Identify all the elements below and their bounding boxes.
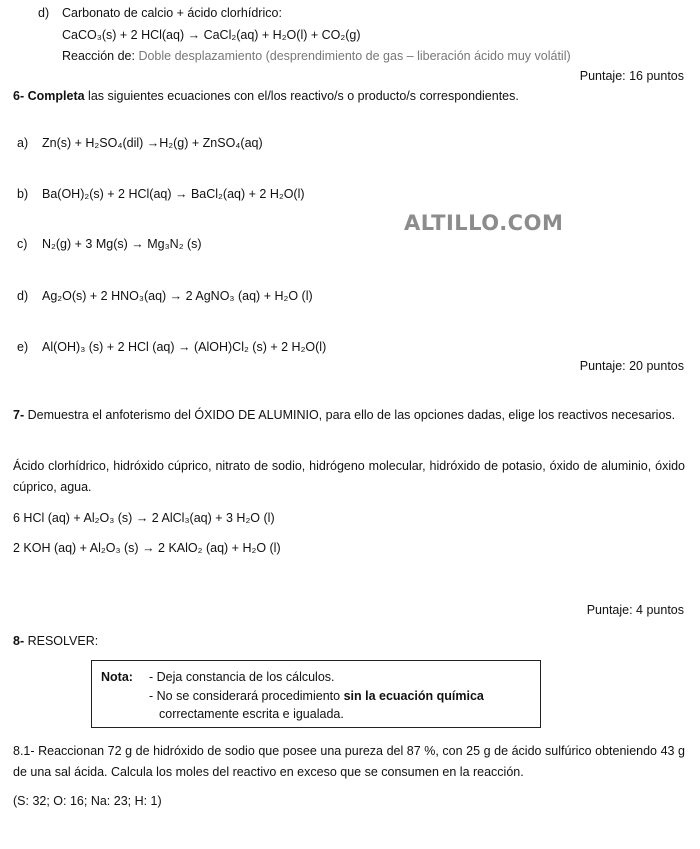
q6-d-label: d): [17, 289, 29, 303]
score-20: Puntaje: 20 puntos: [579, 359, 684, 373]
q8-1-problem: 8.1- Reaccionan 72 g de hidróxido de sodio que posee una pureza del 87 %, con 25 g de ácido sulfúrico obteniendo 43 g de una sal ácida. Calcula los moles del reactivo en exceso que se consumen en la reacción.: [13, 744, 685, 779]
note-line-2-bold: sin la ecuación química: [343, 689, 484, 703]
item-d-text: Carbonato de calcio + ácido clorhídrico:: [62, 6, 282, 20]
q7-text: Demuestra el anfoterismo del ÓXIDO DE ALUMINIO, para ello de las opciones dadas, elige los reactivos necesarios.: [27, 408, 676, 422]
q8-heading: [13, 634, 98, 648]
q6-b-equation: Ba(OH)₂(s) + 2 HCl(aq) → BaCl₂(aq) + 2 H₂O(l): [42, 187, 305, 201]
note-line-3: correctamente escrita e igualada.: [159, 707, 344, 721]
note-line-2-text: - No se considerará procedimiento: [149, 689, 341, 703]
q6-text: las siguientes ecuaciones con el/los reactivo/s o producto/s correspondientes.: [88, 89, 519, 103]
note-box: [91, 660, 541, 728]
q7-equation-1: 6 HCl (aq) + Al₂O₃ (s) → 2 AlCl₃(aq) + 3 H₂O (l): [13, 511, 275, 525]
q6-d-equation: Ag₂O(s) + 2 HNO₃(aq) → 2 AgNO₃ (aq) + H₂O (l): [42, 289, 313, 303]
note-label: Nota:: [101, 670, 133, 684]
q6-e-label: e): [17, 340, 29, 354]
reaction-value: Doble desplazamiento (desprendimiento de gas – liberación ácido muy volátil): [138, 49, 571, 63]
q7-number: 7-: [13, 408, 25, 422]
reaction-label: Reacción de:: [62, 49, 135, 63]
score-16: Puntaje: 16 puntos: [579, 69, 684, 83]
score-4: Puntaje: 4 puntos: [586, 603, 684, 617]
q7-options: Ácido clorhídrico, hidróxido cúprico, nitrato de sodio, hidrógeno molecular, hidróxido de potasio, óxido de aluminio, óxido cúprico, agua.: [13, 459, 685, 494]
watermark-logo: ALTILLO.COM: [404, 211, 564, 235]
q6-a-equation: Zn(s) + H₂SO₄(dil) →H₂(g) + ZnSO₄(aq): [42, 136, 263, 150]
item-d-equation: CaCO₃(s) + 2 HCl(aq) → CaCl₂(aq) + H₂O(l) + CO₂(g): [62, 28, 361, 42]
q6-heading: [13, 89, 519, 103]
note-line-1: - Deja constancia de los cálculos.: [149, 670, 335, 684]
q6-number: 6-: [13, 89, 25, 103]
q7-statement: [13, 405, 685, 426]
item-d-reaction: [62, 49, 571, 63]
q8-text: RESOLVER:: [27, 634, 99, 648]
q6-a-label: a): [17, 136, 29, 150]
note-line-2: [149, 689, 484, 703]
q6-c-equation: N₂(g) + 3 Mg(s) → Mg₃N₂ (s): [42, 237, 202, 251]
item-d-label: d): [38, 6, 50, 20]
q6-c-label: c): [17, 237, 28, 251]
atomic-masses: (S: 32; O: 16; Na: 23; H: 1): [13, 794, 162, 808]
q6-bold: Completa: [27, 89, 85, 103]
q8-number: 8-: [13, 634, 25, 648]
q6-e-equation: Al(OH)₃ (s) + 2 HCl (aq) → (AlOH)Cl₂ (s) + 2 H₂O(l): [42, 340, 327, 354]
q6-b-label: b): [17, 187, 29, 201]
q7-equation-2: 2 KOH (aq) + Al₂O₃ (s) → 2 KAlO₂ (aq) + H₂O (l): [13, 541, 281, 555]
